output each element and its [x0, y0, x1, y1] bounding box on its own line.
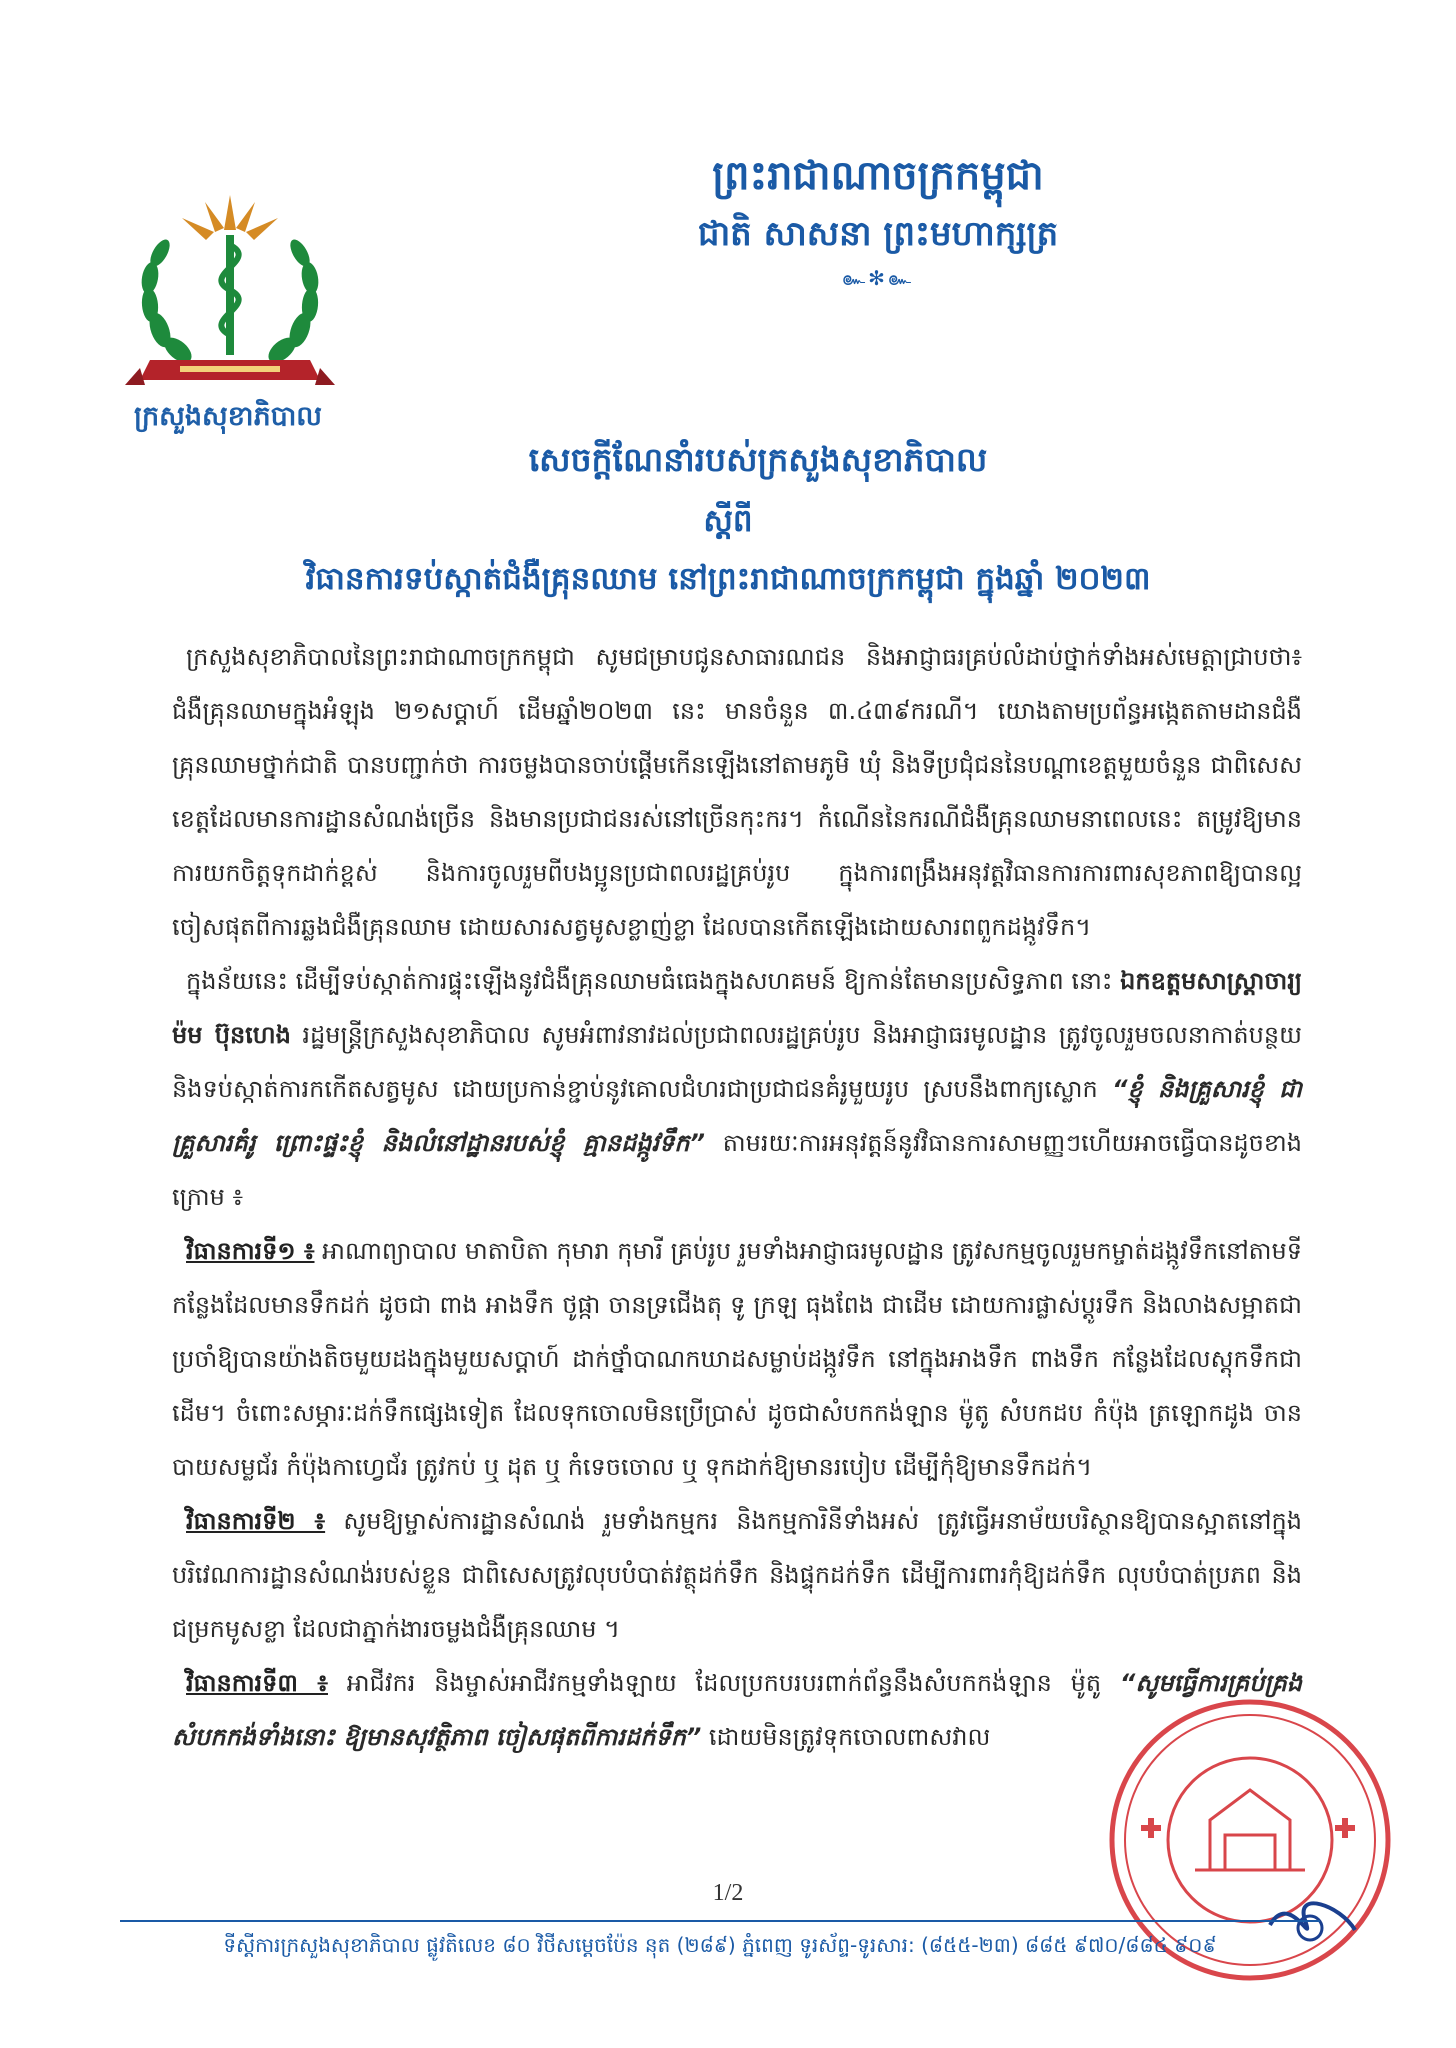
document-title: សេចក្ដីណែនាំរបស់ក្រសួងសុខាភិបាល [528, 440, 988, 479]
footer-address: ទីស្ដីការក្រសួងសុខាភិបាល ផ្លូវតិលេខ ៨០ វិថីសម្ដេចប៉ែន នុត (២៨៩) ភ្នំពេញ ទូរស័ព្ទ-ទូរសារ: (៨៥៥-២៣) ៨៨៥ ៩៧០/៨៨៤ ៩០៩ [223, 1933, 1217, 1957]
paragraph-intro [172, 630, 1302, 954]
national-motto: ជាតិ សាសនា ព្រះមហាក្សត្រ [697, 214, 1059, 254]
measure-2-heading: វិធានការទី២ ៖ [186, 1507, 326, 1535]
document-subtitle-about: ស្ដីពី [703, 503, 753, 539]
measure-2 [172, 1494, 1302, 1656]
ornament-divider: ๛✻๛ [841, 266, 915, 290]
kingdom-title: ព្រះរាជាណាចក្រកម្ពុជា [712, 153, 1044, 199]
minister-name: ឯកឧត្ដមសាស្ត្រាចារ្យ ម៉ម ប៊ុនហេង [172, 967, 1302, 1049]
paragraph-appeal-text-c: តាមរយៈការអនុវត្តន៍នូវវិធានការសាមញ្ញៗហើយអាចធ្វើបានដូចខាងក្រោម ៖ [172, 1129, 1302, 1211]
measure-1 [172, 1224, 1302, 1494]
paragraph-intro-text: ក្រសួងសុខាភិបាលនៃព្រះរាជាណាចក្រកម្ពុជា សូមជម្រាបជូនសាធារណជន និងអាជ្ញាធរគ្រប់លំដាប់ថ្នាក់ទាំងអស់មេត្តាជ្រាបថា៖ ជំងឺគ្រុនឈាមក្នុងអំឡុង ២១សប្ដាហ៍ ដើមឆ្នាំ២០២៣ នេះ មានចំនួន ៣.៤៣៩ករណី។ យោងតាមប្រព័ន្ធអង្កេតតាមដានជំងឺគ្រុនឈាមថ្នាក់ជាតិ បានបញ្ជាក់ថា ការចម្លងបានចាប់ផ្ដើមកើនឡើងនៅតាមភូមិ ឃុំ និងទីប្រជុំជននៃបណ្ដាខេត្តមួយចំនួន ជាពិសេស ខេត្តដែលមានការដ្ឋានសំណង់ច្រើន និងមានប្រជាជនរស់នៅច្រើនកុះករ។ កំណើននៃករណីជំងឺគ្រុនឈាមនាពេលនេះ តម្រូវឱ្យមានការយកចិត្តទុកដាក់ខ្ពស់ និងការចូលរួមពីបងប្អូនប្រជាពលរដ្ឋគ្រប់រូប ក្នុងការពង្រឹងអនុវត្តវិធានការការពារសុខភាពឱ្យបានល្អ ចៀសផុតពីការឆ្លងជំងឺគ្រុនឈាម ដោយសារសត្វមូសខ្លាញ់ខ្លា ដែលបានកើតឡើងដោយសារពពួកដង្កូវទឹក។ [172, 643, 1302, 941]
measure-3-tail: ដោយមិនត្រូវទុកចោលពាសវាល [708, 1723, 991, 1751]
measure-3-slogan: “សូមធ្វើការគ្រប់គ្រងសំបកកង់ទាំងនោះ ឱ្យមានសុវត្ថិភាព ចៀសផុតពីការដក់ទឹក” [172, 1669, 1303, 1751]
measure-1-heading: វិធានការទី១ ៖ [186, 1237, 315, 1265]
footer-divider [120, 1920, 1320, 1922]
paragraph-appeal-text-a: ក្នុងន័យនេះ ដើម្បីទប់ស្កាត់ការផ្ទុះឡើងនូវជំងឺគ្រុនឈាមធំធេងក្នុងសហគមន៍ ឱ្យកាន់តែមានប្រសិទ្ធភាព នោះ [186, 967, 1113, 995]
measure-2-text: សូមឱ្យម្ចាស់ការដ្ឋានសំណង់ រួមទាំងកម្មករ និងកម្មការិនីទាំងអស់ ត្រូវធ្វើអនាម័យបរិស្ថានឱ្យបានស្អាតនៅក្នុងបរិវេណការដ្ឋានសំណង់របស់ខ្លួន ជាពិសេសត្រូវលុបបំបាត់វត្ថុដក់ទឹក និងផ្ទុកដក់ទឹក ដើម្បីការពារកុំឱ្យដក់ទឹក លុបបំបាត់ប្រភព និងជម្រកមូសខ្លា ដែលជាភ្នាក់ងារចម្លងជំងឺគ្រុនឈាម ។ [172, 1507, 1302, 1643]
measure-3-heading: វិធានការទី៣ ៖ [186, 1669, 328, 1697]
ministry-name: ក្រសួងសុខាភិបាល [134, 401, 322, 432]
measure-3-text: អាជីវករ និងម្ចាស់អាជីវកម្មទាំងឡាយ ដែលប្រកបរបរពាក់ព័ន្ធនឹងសំបកកង់ឡាន ម៉ូតូ [346, 1669, 1102, 1697]
paragraph-appeal [172, 954, 1302, 1224]
measure-1-text: អាណាព្យាបាល មាតាបិតា កុមារា កុមារី គ្រប់រូប រួមទាំងអាជ្ញាធរមូលដ្ឋាន ត្រូវសកម្មចូលរួមកម្ចាត់ដង្កូវទឹកនៅតាមទីកន្លែងដែលមានទឹកដក់ ដូចជា ពាង អាងទឹក ថូផ្កា ចានទ្រជើងតុ ទូ ក្រឡ ធុងពែង ជាដើម ដោយការផ្លាស់ប្ដូរទឹក និងលាងសម្អាតជាប្រចាំឱ្យបានយ៉ាងតិចមួយដងក្នុងមួយសប្ដាហ៍ ដាក់ថ្នាំបាណកឃាដសម្លាប់ដង្កូវទឹក នៅក្នុងអាងទឹក ពាងទឹក កន្លែងដែលស្តុកទឹកជាដើម។ ចំពោះសម្ភារៈដក់ទឹកផ្សេងទៀត ដែលទុកចោលមិនប្រើប្រាស់ ដូចជាសំបកកង់ឡាន ម៉ូតូ សំបកដប កំប៉ុង ត្រឡោកដូង ចានបាយសម្លជ័រ កំប៉ុងកាហ្វេជ័រ ត្រូវកប់ ឬ ដុត ឬ កំទេចចោល ឬ ទុកដាក់ឱ្យមានរបៀប ដើម្បីកុំឱ្យមានទឹកដក់។ [172, 1237, 1302, 1481]
page-number: 1/2 [712, 1880, 744, 1906]
document-subject: វិធានការទប់ស្កាត់ជំងឺគ្រុនឈាម នៅព្រះរាជាណាចក្រកម្ពុជា ក្នុងឆ្នាំ ២០២៣ [305, 561, 1151, 597]
document-body [172, 630, 1302, 1764]
paragraph-appeal-text-b: រដ្ឋមន្ត្រីក្រសួងសុខាភិបាល សូមអំពាវនាវដល់ប្រជាពលរដ្ឋគ្រប់រូប និងអាជ្ញាធរមូលដ្ឋាន ត្រូវចូលរួមចលនាកាត់បន្ថយ និងទប់ស្កាត់ការកកើតសត្វមូស ដោយប្រកាន់ខ្ជាប់នូវគោលជំហរជាប្រជាជនគំរូមួយរូប ស្របនឹងពាក្យស្លោក [172, 1021, 1302, 1103]
slogan-quote: “ខ្ញុំ និងគ្រួសារខ្ញុំ ជាគ្រួសារគំរូ ព្រោះផ្ទះខ្ញុំ និងលំនៅដ្ឋានរបស់ខ្ញុំ គ្មានដង្កូវទឹក” [172, 1075, 1302, 1157]
